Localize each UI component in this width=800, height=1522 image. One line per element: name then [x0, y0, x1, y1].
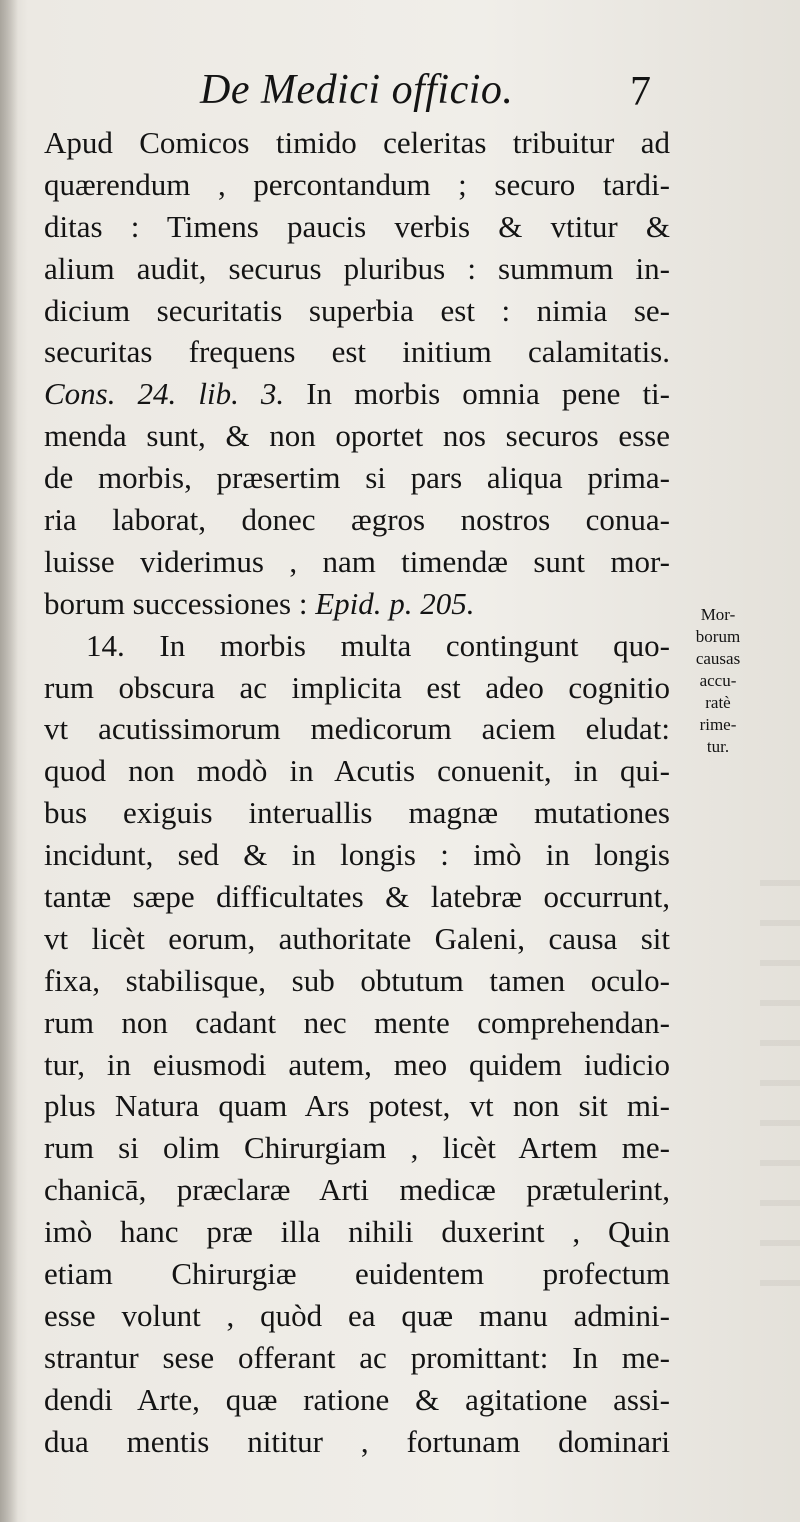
text-line: tantæ sæpe difficultates & latebræ occurrunt,	[44, 879, 670, 915]
marginal-note-line: tur.	[706, 737, 730, 756]
page-number: 7	[630, 69, 651, 115]
text-line: plus Natura quam Ars potest, vt non sit mi-	[44, 1088, 670, 1124]
text-line: esse volunt , quòd ea quæ manu admini-	[44, 1297, 670, 1333]
marginal-note	[668, 604, 768, 758]
text-line: vt acutissimorum medicorum aciem eludat:	[44, 711, 670, 747]
text-line: bus exiguis interuallis magnæ mutationes	[44, 795, 670, 831]
text-line: Apud Comicos timido celeritas tribuitur ad	[44, 125, 670, 160]
text-line	[44, 583, 670, 625]
text-line: rum si olim Chirurgiam , licèt Artem me-	[44, 1130, 670, 1166]
page-header	[0, 66, 800, 126]
gutter-shadow	[0, 0, 18, 1522]
text-line: fixa, stabilisque, sub obtutum tamen oculo-	[44, 962, 670, 998]
text-line: tur, in eiusmodi autem, meo quidem iudicio	[44, 1046, 670, 1082]
text-line: chanicā, præclaræ Arti medicæ prætulerint,	[44, 1172, 670, 1208]
text-line: quod non modò in Acutis conuenit, in qui-	[44, 753, 670, 789]
text-line: quærendum , percontandum ; securo tardi-	[44, 166, 670, 202]
text-line: dendi Arte, quæ ratione & agitatione assi-	[44, 1381, 670, 1417]
text-line: rum obscura ac implicita est adeo cognitio	[44, 669, 670, 705]
text-line: de morbis, præsertim si pars aliqua prima-	[44, 460, 670, 496]
text-line: imò hanc præ illa nihili duxerint , Quin	[44, 1214, 670, 1250]
show-through-texture	[760, 880, 800, 1300]
text-line: menda sunt, & non oportet nos securos esse	[44, 418, 670, 454]
marginal-note-line: causas	[695, 649, 741, 668]
body-text	[44, 122, 670, 1463]
running-head: De Medici officio.	[200, 67, 514, 113]
citation: Epid. p. 205.	[315, 585, 475, 621]
text-line: dicium securitatis superbia est : nimia se-	[44, 292, 670, 328]
text-line: ditas : Timens paucis verbis & vtitur &	[44, 208, 670, 244]
text-line: securitas frequens est initium calamitatis.	[44, 334, 670, 370]
text-line	[44, 373, 670, 415]
text-line: alium audit, securus pluribus : summum in-	[44, 250, 670, 286]
text-line: etiam Chirurgiæ euidentem profectum	[44, 1256, 670, 1292]
text-line: vt licèt eorum, authoritate Galeni, causa sit	[44, 920, 670, 956]
marginal-note-line: rime-	[699, 715, 737, 734]
text-fragment: borum successiones :	[44, 585, 316, 621]
text-line: incidunt, sed & in longis : imò in longis	[44, 837, 670, 873]
text-line: dua mentis nititur , fortunam dominari	[44, 1423, 670, 1459]
text-fragment: In morbis omnia pene ti-	[284, 376, 670, 412]
citation: Cons. 24. lib. 3.	[44, 376, 285, 412]
marginal-note-line: accu-	[699, 671, 737, 690]
text-line: ria laborat, donec ægros nostros conua-	[44, 502, 670, 538]
text-line: strantur sese offerant ac promittant: In me-	[44, 1339, 670, 1375]
marginal-note-line: borum	[695, 627, 741, 646]
text-line: rum non cadant nec mente comprehendan-	[44, 1004, 670, 1040]
text-line: 14. In morbis multa contingunt quo-	[86, 627, 670, 663]
text-line: luisse viderimus , nam timendæ sunt mor-	[44, 543, 670, 579]
marginal-note-line: Mor-	[700, 605, 736, 624]
marginal-note-line: ratè	[705, 693, 731, 712]
